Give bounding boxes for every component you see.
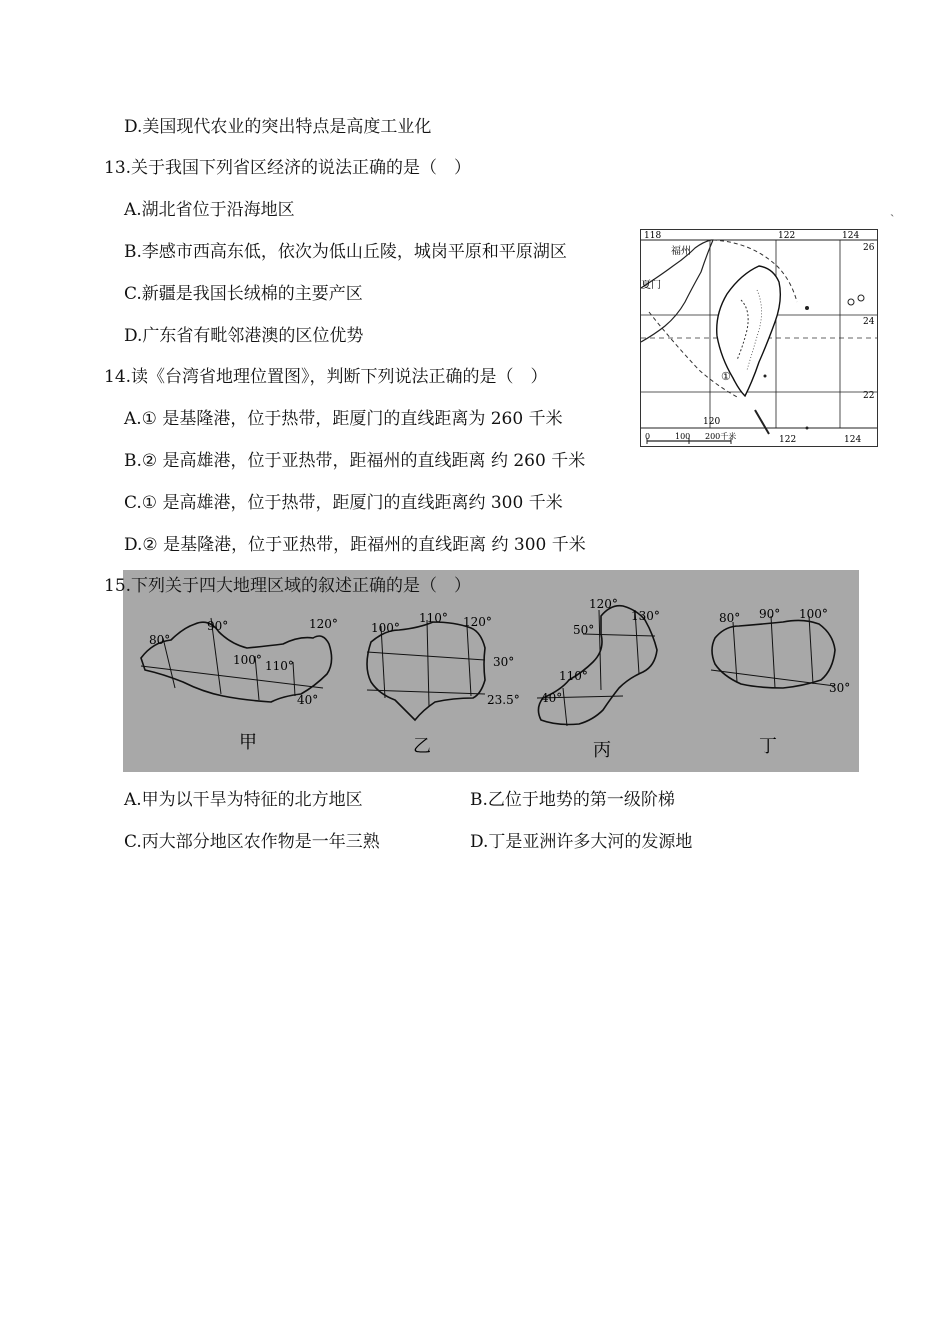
bing-coord-40: 40° [541, 691, 563, 705]
lat-24-label: 24 [863, 317, 875, 327]
region-bing-label: 丙 [593, 740, 611, 761]
yi-coord-30: 30° [493, 655, 515, 669]
ding-coord-80: 80° [719, 611, 741, 625]
yi-coord-120: 120° [463, 615, 492, 629]
q13-option-b: B.李感市西高东低，依次为低山丘陵，城岗平原和平原湖区 [124, 242, 567, 262]
bing-coord-50: 50° [573, 623, 595, 637]
q12-option-d: D.美国现代农业的突出特点是高度工业化 [124, 117, 432, 137]
jia-coord-120: 120° [309, 617, 338, 631]
q14-option-c: C.① 是高雄港，位于热带，距厦门的直线距离约 300 千米 [124, 493, 563, 513]
q15-option-d: D.丁是亚洲许多大河的发源地 [470, 832, 693, 852]
q14-option-b: B.② 是高雄港，位于亚热带，距福州的直线距离 约 260 千米 [124, 451, 586, 471]
q15-stem: 15.下列关于四大地理区域的叙述正确的是（ ） [104, 576, 472, 596]
q13-option-a: A.湖北省位于沿海地区 [124, 200, 295, 220]
yi-coord-100: 100° [371, 621, 400, 635]
lon-124-top-label: 124 [842, 231, 860, 241]
jia-coord-90: 90° [207, 619, 229, 633]
region-ding-sketch [711, 607, 850, 757]
scale-200-label: 200千米 [705, 432, 737, 441]
marker-1-label: ① [721, 370, 731, 383]
bing-coord-110: 110° [559, 669, 588, 683]
q15-option-a: A.甲为以干旱为特征的北方地区 [124, 790, 363, 810]
q14-option-d: D.② 是基隆港，位于亚热带，距福州的直线距离 约 300 千米 [124, 535, 586, 555]
q15-option-c: C.丙大部分地区农作物是一年三熟 [124, 832, 380, 852]
bing-coord-120: 120° [589, 597, 618, 611]
q14-option-a: A.① 是基隆港，位于热带，距厦门的直线距离为 260 千米 [124, 409, 563, 429]
region-yi-label: 乙 [413, 736, 431, 757]
scale-0-label: 0 [645, 432, 651, 441]
yi-coord-23-5: 23.5° [487, 693, 520, 707]
lon-118-label: 118 [644, 231, 662, 241]
taiwan-location-map [640, 229, 878, 447]
city-fuzhou-label: 福州 [671, 246, 691, 257]
lon-122-bottom-label: 122 [779, 435, 797, 445]
jia-coord-110: 110° [265, 659, 294, 673]
scale-100-label: 100 [675, 432, 691, 441]
region-ding-label: 丁 [759, 736, 777, 757]
region-jia-sketch [141, 617, 338, 753]
jia-coord-80: 80° [149, 633, 171, 647]
q14-stem: 14.读《台湾省地理位置图》，判断下列说法正确的是（ ） [104, 367, 548, 387]
q13-option-c: C.新疆是我国长绒棉的主要产区 [124, 284, 363, 304]
jia-coord-40: 40° [297, 693, 319, 707]
jia-coord-100: 100° [233, 653, 262, 667]
lon-120-label: 120 [703, 417, 721, 427]
q13-option-d: D.广东省有毗邻港澳的区位优势 [124, 326, 364, 346]
city-xiamen-label: 夏门 [641, 280, 661, 291]
q13-stem: 13.关于我国下列省区经济的说法正确的是（ ） [104, 158, 472, 178]
lon-122-top-label: 122 [778, 231, 796, 241]
yi-coord-110: 110° [419, 611, 448, 625]
q15-option-b: B.乙位于地势的第一级阶梯 [470, 790, 675, 810]
lat-26-label: 26 [863, 243, 875, 253]
lat-22-label: 22 [863, 391, 875, 401]
stray-mark: ˎ [890, 203, 895, 218]
ding-coord-100: 100° [799, 607, 828, 621]
ding-coord-90: 90° [759, 607, 781, 621]
region-bing-sketch [537, 597, 660, 761]
region-jia-label: 甲 [239, 732, 257, 753]
regions-figure-panel [123, 570, 859, 772]
lon-124-bottom-label: 124 [844, 435, 862, 445]
bing-coord-130: 130° [631, 609, 660, 623]
ding-coord-30: 30° [829, 681, 851, 695]
region-yi-sketch [367, 611, 520, 757]
